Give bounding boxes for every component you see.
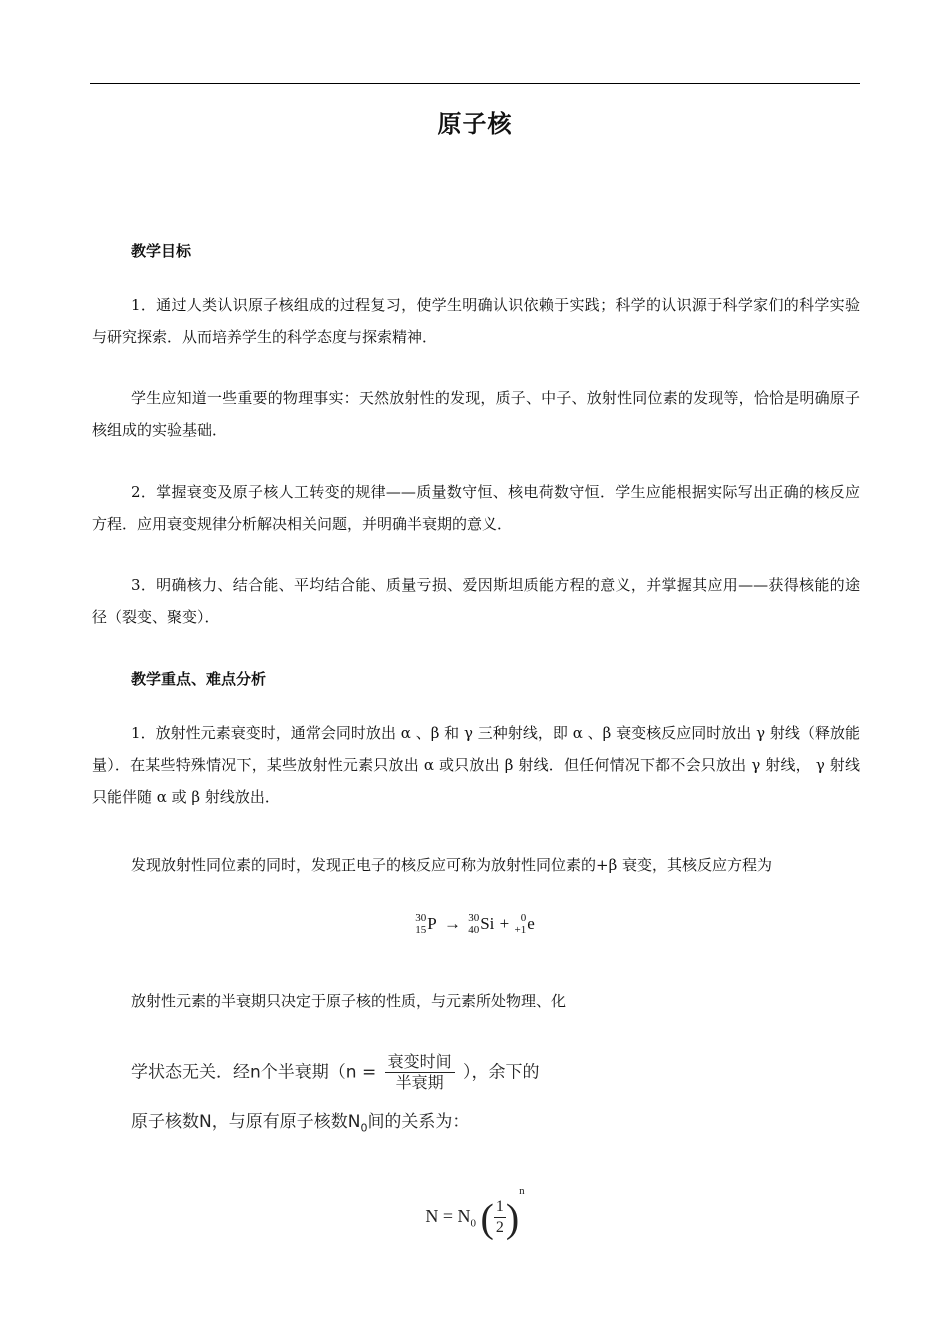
- mass-number: 30: [415, 912, 427, 924]
- page-title: 原子核: [437, 110, 513, 138]
- subscript: 0: [360, 1121, 368, 1135]
- nuclide-phosphorus: [415, 912, 436, 936]
- one-half-fraction: [494, 1197, 506, 1238]
- nuclear-reaction-equation: [0, 912, 950, 936]
- paragraph-objective-1: 1．通过人类认识原子核组成的过程复习，使学生明确认识依赖于实践；科学的认识源于科学家们的科学实验与研究探索．从而培养学生的科学态度与探索精神．: [92, 296, 860, 346]
- paragraph-objective-2: 2．掌握衰变及原子核人工转变的规律——质量数守恒、核电荷数守恒．学生应能根据实际写出正确的核反应方程．应用衰变规律分析解决相关问题，并明确半衰期的意义．: [92, 483, 860, 533]
- half-life-count-fraction: [385, 1052, 455, 1093]
- mass-number: 0: [520, 912, 527, 924]
- paragraph-half-life: 放射性元素的半衰期只决定于原子核的性质，与元素所处物理、化: [131, 992, 567, 1010]
- plus-sign: +: [499, 914, 510, 933]
- half-life-line-1: [131, 1052, 540, 1093]
- text-span: 间的关系为：: [367, 1112, 470, 1132]
- right-paren: ): [505, 1195, 520, 1241]
- nuclide-silicon: [468, 912, 494, 936]
- objectives-heading: 教学目标: [131, 242, 192, 260]
- text-span: 学状态无关．经n个半衰期（n =: [131, 1062, 377, 1083]
- fraction-denominator: 半衰期: [395, 1073, 444, 1092]
- exponent: n: [519, 1185, 525, 1197]
- nuclide-positron: [514, 912, 534, 936]
- fraction-numerator: 1: [494, 1197, 506, 1218]
- element-symbol: Si: [480, 914, 495, 933]
- paragraph-positron: 发现放射性同位素的同时，发现正电子的核反应可称为放射性同位素的+β 衰变，其核反应方程为: [131, 856, 773, 874]
- fraction-numerator: 衰变时间: [385, 1052, 455, 1073]
- charge-number: 15: [415, 924, 427, 936]
- paragraph-decay: 1．放射性元素衰变时，通常会同时放出 α 、β 和 γ 三种射线，即 α 、β 衰变核反应同时放出 γ 射线（释放能量）．在某些特殊情况下，某些放射性元素只放出 α 或只放出 β 射线．但任何情况下都不会只放出 γ 射线， γ 射线只能伴随 α 或 β 射线放出．: [92, 724, 860, 806]
- half-life-line-2: [131, 1107, 469, 1134]
- key-points-heading: 教学重点、难点分析: [131, 670, 267, 688]
- text-span: ），余下的: [463, 1062, 540, 1083]
- header-rule: [90, 83, 860, 84]
- paragraph-facts: 学生应知道一些重要的物理事实：天然放射性的发现，质子、中子、放射性同位素的发现等，恰恰是明确原子核组成的实验基础．: [92, 389, 860, 439]
- element-symbol: P: [427, 914, 437, 933]
- equation-lhs: N = N: [425, 1206, 471, 1226]
- charge-number: +1: [514, 924, 527, 936]
- text-span: 原子核数N，与原有原子核数N: [131, 1112, 361, 1132]
- charge-number: 40: [468, 924, 480, 936]
- reaction-arrow: →: [443, 914, 461, 933]
- element-symbol: e: [527, 914, 535, 933]
- fraction-denominator: 2: [495, 1219, 504, 1237]
- subscript: 0: [470, 1217, 476, 1230]
- left-paren: (: [480, 1195, 494, 1241]
- mass-number: 30: [468, 912, 480, 924]
- decay-law-equation: [0, 1185, 950, 1241]
- paragraph-objective-3: 3．明确核力、结合能、平均结合能、质量亏损、爱因斯坦质能方程的意义，并掌握其应用——获得核能的途径（裂变、聚变）．: [92, 576, 860, 626]
